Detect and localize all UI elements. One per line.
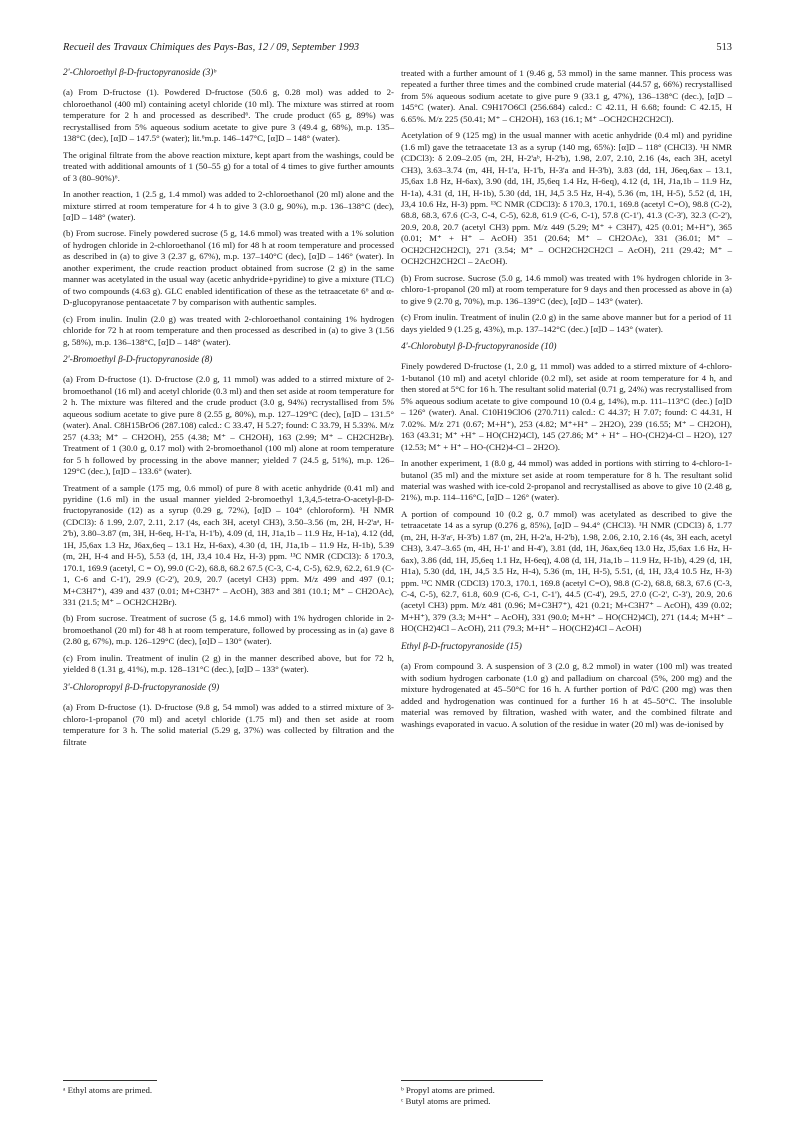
running-header [63,42,732,56]
page-number: 513 [716,42,732,53]
paragraph: A portion of compound 10 (0.2 g, 0.7 mmol) was acetylated as described to give the tetraacetate 14 as a syrup (0.276 g, 85%), [α]D – 94.4° (CHCl3). ¹H NMR (CDCl3) δ, 1.77 (m, 2H, H-3'aᶜ, H-3'b) 1.87 (m, 2H, H-2'a, H-2'b), 1.98, 2.06, 2.10, 2.16 (4s, 3H each, acetyl CH3), 3.47–3.65 (m, 4H, H-1' and H-4'), 3.81 (dd, 1H, J6ax,6eq 13.0 Hz, J5,6ax 1.6 Hz, H-6ax), 3.86 (dd, 1H, J5,6eq 1.1 Hz, H-6eq), 4.08 (d, 1H, J1a,1b – 11.9 Hz, H-1b), 4.29 (d, 1H, H1a), 5.30 (dd, 1H, J4,5 3.5 Hz, H-4), 5.36 (m, 1H, H-5), 5.51, (d, 1H, J3,4 10.5 Hz, H-3) ppm. ¹³C NMR (CDCl3) 170.3, 170.1, 169.8 (acetyl C=O), 98.8 (C-2), 68.8, 68.3, 67.6 (C-3, C-4, C-5), 62.7, 61.8, 60.9 (C-6, C-1, C-1'), 44.5 (C-4'), 29.5, 27.0 (C-2', C-3'), 20.9, 20.6 (acetyl CH3) ppm. M/z 481 (0.96; M+C3H7⁺), 421 (0.21; M+C3H7⁺ – AcOH), 439 (0.02; M+H⁺), 379 (3.3; M+H⁺ – AcOH), 331 (90.0; M+H⁺ – HO(CH2)4Cl), 271 (14.4; M+H⁺ – HO(CH2)4Cl – AcOH), 211 (79.3; M+H⁺ – HO(CH2)4Cl – AcOH) [401,508,732,634]
footnote: ᶜ Butyl atoms are primed. [401,1096,491,1106]
paragraph: (a) From compound 3. A suspension of 3 (2.0 g, 8.2 mmol) in water (100 ml) was treated with sodium hydrogen carbonate (1.0 g) and palladium on charcoal (5%, 200 mg) and the mixture hydrogenated at 45–50°C for 16 h. A further portion of Pd/C (200 mg) was then added and hydrogenation was continued for a further 16 h at 45–50°C. The insoluble material was removed by filtration, washed with water, and the combined filtrate and washings evaporated in vacuo. A solution of the residue in water (20 ml) was de-ionised by [401,661,732,729]
paragraph: In another experiment, 1 (8.0 g, 44 mmol) was added in portions with stirring to 4-chloro-1-butanol (35 ml) and the mixture set aside at room temperature for 8 h. The resultant solid material was washed with ice-cold 2-propanol and recrystallised as above to give 10 (2.48 g, 21%), m.p. 114–116°C, [α]D – 126° (water). [401,458,732,503]
footnote-rule [63,1080,157,1081]
left-column [63,68,394,753]
paragraph: (a) From D-fructose (1). D-fructose (2.0 g, 11 mmol) was added to a stirred mixture of 2-bromoethanol (16 ml) and acetyl chloride (0.3 ml) and then set aside at room temperature for 2 h. The mixture was filtered and the crude product (3.0 g, 94%) recrystallised from 5% aqueous sodium acetate to give pure 8 (2.55 g, 80%), m.p. 127–129°C (dec), [α]D – 131.5° (water). Anal. C8H15BrO6 (287.108) calcd.: C 33.47, H 5.27; found: C 33.79, H 5.33%. M/z 257 (4.33; M⁺ – CH2OH), 255 (4.38; M⁺ – CH2OH), 163 (2.99; M⁺ – CH2CH2Br). Treatment of 1 (30.0 g, 0.17 mol) with 2-bromoethanol (100 ml) alone at room temperature for 5 h followed by processing in the above manner; yielded 7 (24.5 g, 51%), m.p. 126–129°C (dec.), [α]D – 133.6° (water). [63,374,394,477]
paragraph: Finely powdered D-fructose (1, 2.0 g, 11 mmol) was added to a stirred mixture of 4-chloro-1-butanol (10 ml) and acetyl chloride (0.2 ml), set aside at room temperature for 4 h, and then stored at 5°C for 16 h. The resultant solid material (0.71 g, 24%) was recrystallised from 5% aqueous sodium acetate to give compound 10 (0.4 g, 14%), m.p. 111–113°C (dec.) [α]D – 126° (water). Anal. C10H19ClO6 (270.711) calcd.: C 44.37; H 7.07; found: C 44.31, H 7.02%. M/z 271 (0.67; M+H⁺), 253 (4.82; M⁺+H⁺ – 2H2O), 239 (16.55; M⁺ – CH2OH), 163 (43.31; M⁺ +H⁺ – HO(CH2)4Cl), 145 (27.86; M⁺ + H⁺ – HO-(CH2)4-Cl – H2O), 127 (12.53; M⁺ + H⁺ – HO-(CH2)4-Cl – 2H2O). [401,361,732,452]
paragraph: (b) From sucrose. Sucrose (5.0 g, 14.6 mmol) was treated with 1% hydrogen chloride in 3-chloro-1-propanol (20 ml) at room temperature for 9 days and then processed as above in (a) to give 9 (2.70 g, 70%), m.p. 136–139°C (dec), [α]D – 143° (water). [401,272,732,306]
right-column [401,68,732,735]
paragraph: Treatment of a sample (175 mg, 0.6 mmol) of pure 8 with acetic anhydride (0.41 ml) and pyridine (1.6 ml) in the usual manner yielded 2-bromoethyl 1,3,4,5-tetra-O-acetyl-β-D-fructopyranoside (12) as a syrup (0.29 g, 72%), [α]D – 104° (chloroform). ¹H NMR (CDCl3): δ 1.99, 2.07, 2.11, 2.17 (4s, each 3H, acetyl CH3), 3.50–3.56 (m, 2H, H-2'aᵃ, H-2'b), 3.80–3.87 (m, 3H, H-6eq, H-1'a, H-1'b), 4.09 (d, 1H, J1a,1b – 11.9 Hz, H-1a), 4.12 (dd, 1H, J5,6ax 1.3 Hz, J6ax,6eq – 13.1 Hz, H-6ax), 4.30 (d, 1H, J1a,1b – 11.9 Hz, H-1b), 5.39 (m, 2H, H-4 and H-5), 5.53 (d, 1H, J3,4 10.4 Hz, H-3) ppm. ¹³C NMR (CDCl3): δ 170.3, 170.1, 169.9 (acetyl, C = O), 99.0 (C-2), 68.8, 68.2 67.5 (C-3, C-4, C-5), 62.9, 62.2, 61.9 (C-1, C-6 and C-1'), 29.9 (C-2'), 20.9, 20.7 (acetyl CH3) ppm. M/z 499 and 497 (0.1; M+C3H7⁺), 439 and 437 (0.01; M+C3H7⁺ – AcOH), 383 and 381 (10.1; M⁺ – CH2OAc), 331 (21.5; M⁺ – OCH2CH2Br). [63,482,394,608]
footnotes-right [401,1080,731,1107]
section-heading: 3'-Chloropropyl β-D-fructopyranoside (9) [63,682,220,693]
journal-citation: Recueil des Travaux Chimiques des Pays-Bas, 12 / 09, September 1993 [63,42,360,53]
section-heading: 2'-Chloroethyl β-D-fructopyranoside (3)ᵇ [63,68,216,78]
paragraph: (b) From sucrose. Finely powdered sucrose (5 g, 14.6 mmol) was treated with a 1% solution of hydrogen chloride in 2-chloroethanol (16 ml) for 48 h at room temperature and processed as described in (a) to give 3 (2.37 g, 67%), m.p. 137–140°C (dec), [α]D – 146° (water). In another experiment, the crude reaction product obtained from sucrose (2 g) in the same manner was acetylated in the usual way (acetic anhydride+pyridine) to give a mixture (TLC) of two compounds (4.63 g). GLC enabled identification of these as the tetraacetate 6⁶ and α-D-glucopyranose pentaacetate 7 by comparison with authentic samples. [63,228,394,308]
paragraph: (a) From D-fructose (1). Powdered D-fructose (50.6 g, 0.28 mol) was added to 2-chloroethanol (400 ml) containing acetyl chloride (10 ml). The mixture was stirred at room temperature for 2 h and processed as described⁶. The crude product (65 g, 89%) was recrystallised from 5% aqueous sodium acetate to give pure 3 (49.4 g, 68%), m.p. 135–138°C (dec), [α]D – 147.5° (water); lit.⁶m.p. 146–147°C, [α]D – 148° (water). [63,87,394,144]
paragraph: (c) From inulin. Treatment of inulin (2.0 g) in the same above manner but for a period of 11 days yielded 9 (1.25 g, 43%), m.p. 137–142°C (dec.) [α]D – 143° (water). [401,312,732,334]
paragraph: Acetylation of 9 (125 mg) in the usual manner with acetic anhydride (0.4 ml) and pyridine (1.6 ml) gave the tetraacetate 13 as a syrup (140 mg, 65%): [α]D – 118° (CHCl3). ¹H NMR (CDCl3): δ 2.09–2.05 (m, 2H, H-2'aᵇ, H-2'b), 1.98, 2.07, 2.10, 2.16 (4s, each 3H, acetyl CH3), 3.63–3.74 (m, 4H, H-1'a, H-1'b, H-3'a and H-3'b), 3.83 (dd, 1H, J6eq,6ax – 13.1, J5,6ax 1.8 Hz, H-6ax), 3.90 (dd, 1H, J5,6eq 1.4 Hz, H-6eq), 4.12 (d, 1H, J1a,1b – 11.9 Hz, H-1a), 4.31 (d, 1H, H-1b), 5.30 (dd, 1H, J4,5 3.5 Hz, H-4), 5.36 (m, 1H, H-5), 5.52 (d, 1H, J3,4 10.6 Hz, H-3) ppm. ¹³C NMR (CDCl3): δ 170.3, 170.1, 169.8 (acetyl C=O), 98.8 (C-2), 68.8, 68.3, 67.6 (C-3, C-4, C-5), 62.8, 61.9 (C-6, C-1), 57.8 (C-1'), 41.3 (C-3'), 32.3 (C-2'), 20.9, 20.8, 20.7 (acetyl CH3) ppm. M/z 449 (5.29; M⁺ + C3H7), 425 (0.01; M+H⁺), 365 (0.01; M⁺ + H⁺ – AcOH) 351 (20.64; M⁺ – CH2OAc), 331 (36.01; M⁺ – OCH2CH2CH2Cl), 271 (3.54; M⁺ – OCH2CH2CH2Cl – AcOH), 211 (29.42; M⁺ – OCH2CH2CH2Cl – 2AcOH). [401,130,732,267]
footnote: ᵇ Propyl atoms are primed. [401,1085,495,1095]
paragraph: treated with a further amount of 1 (9.46 g, 53 mmol) in the same manner. This process was repeated a further three times and the combined crude material (44.57 g, 66%) recrystallised from 5% aqueous sodium acetate to give pure 9 (33.1 g, 47%), 136–138°C (dec.), [α]D – 145°C (water). Anal. C9H17O6Cl (256.684) calcd.: C 42.11, H 6.68; found: C 42.15, H 6.65%. M/z 225 (50.41; M⁺ – CH2OH), 163 (16.1; M⁺ –OCH2CH2CH2Cl). [401,68,732,124]
paragraph: In another reaction, 1 (2.5 g, 1.4 mmol) was added to 2-chloroethanol (20 ml) alone and the mixture stirred at room temperature for 4 h to give 3 (3.0 g, 90%), m.p. 136–138°C (dec), [α]D – 148° (water). [63,189,394,222]
footnotes-left [63,1080,393,1096]
section-heading: 2'-Bromoethyl β-D-fructopyranoside (8) [63,354,213,365]
footnote-rule [401,1080,543,1081]
paragraph: (c) From inulin. Inulin (2.0 g) was treated with 2-chloroethanol containing 1% hydrogen chloride for 72 h at room temperature and then processed as described in (a) to give 3 (1.56 g, 58%), m.p. 136–138°C, [α]D – 148° (water). [63,313,394,347]
paragraph: The original filtrate from the above reaction mixture, kept apart from the washings, could be treated with additional amounts of 1 (50–55 g) for a total of 4 times to give further amounts of 3 (80–90%)⁶. [63,149,394,183]
paragraph: (a) From D-fructose (1). D-fructose (9.8 g, 54 mmol) was added to a stirred mixture of 3-chloro-1-propanol (70 ml) and acetyl chloride (1.75 ml) and then set aside at room temperature for 3 h. The solid material (5.29 g, 37%) was collected by filtration and the filtrate [63,702,394,747]
section-heading: Ethyl β-D-fructopyranoside (15) [401,641,522,652]
paragraph: (c) From inulin. Treatment of inulin (2 g) in the manner described above, but for 72 h, yielded 8 (1.31 g, 41%), m.p. 128–131°C (dec.), [α]D – 133° (water). [63,652,394,675]
section-heading: 4'-Chlorobutyl β-D-fructopyranoside (10) [401,341,557,352]
paragraph: (b) From sucrose. Treatment of sucrose (5 g, 14.6 mmol) with 1% hydrogen chloride in 2-bromoethanol (20 ml) for 48 h at room temperature, followed by processing as in (a) gave 8 (2.80 g, 67%), m.p. 126–129°C (dec), [α]D – 130° (water). [63,613,394,647]
footnote: ᵃ Ethyl atoms are primed. [63,1085,153,1095]
